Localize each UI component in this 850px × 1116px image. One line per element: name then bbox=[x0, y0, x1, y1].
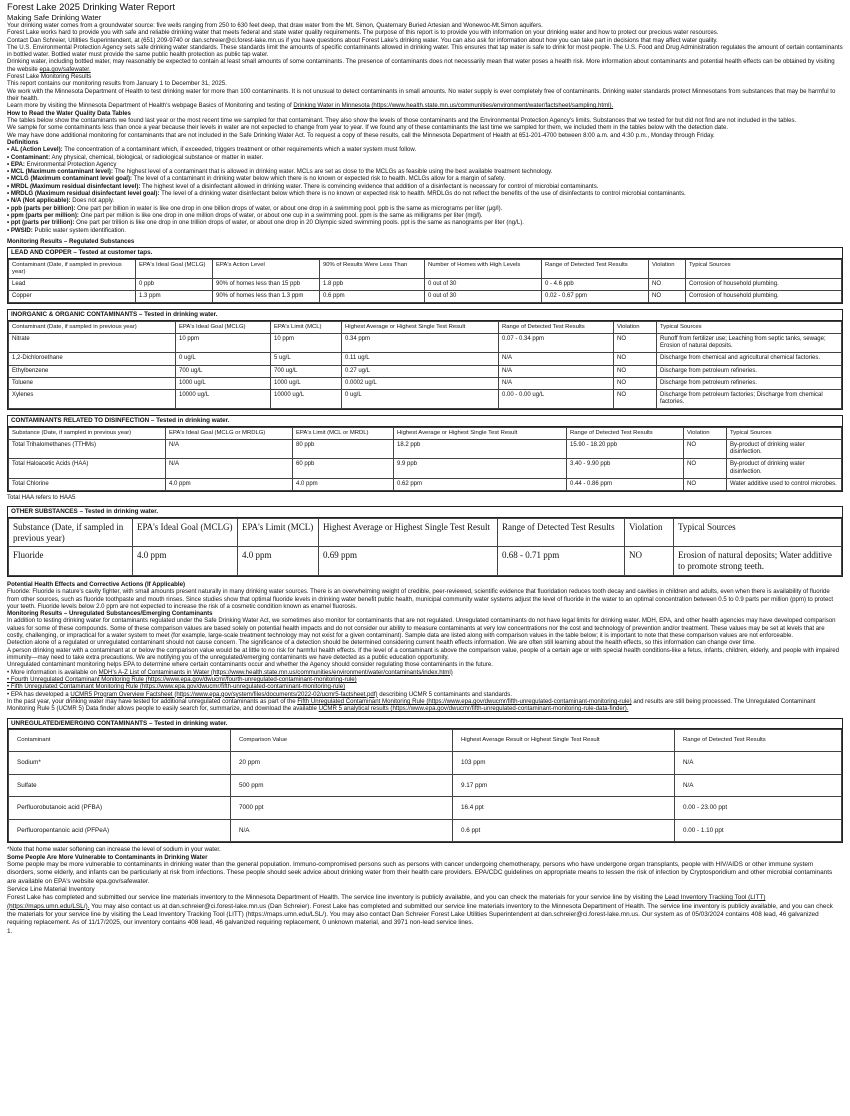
table-cell: 0 - 4.6 ppb bbox=[542, 279, 649, 291]
definition-item bbox=[7, 227, 843, 234]
definition-item bbox=[7, 212, 843, 219]
resource-bullet bbox=[7, 683, 843, 690]
unregulated-paragraph bbox=[7, 698, 843, 713]
table-cell: NO bbox=[614, 377, 657, 389]
haa-note: Total HAA refers to HAA5 bbox=[7, 493, 76, 501]
definition-text: One part per million is like one drop in one million drops of water, or about one cup in a swimming pool. ppm is the same as milligrams per liter (mg/l). bbox=[78, 212, 483, 220]
table-header-row bbox=[9, 259, 842, 278]
table-cell: 0.44 - 0.86 ppm bbox=[567, 478, 684, 490]
table-cell: 1,2-Dichloroethane bbox=[9, 353, 176, 365]
unregulated-heading: Monitoring Results – Unregulated Substances/Emerging Contaminants bbox=[7, 610, 213, 618]
table-cell: N/A bbox=[675, 774, 842, 797]
table-cell: 15.90 - 18.20 ppb bbox=[567, 439, 684, 458]
definition-text: The level of a contaminant in drinking water below which there is no known or expected risk to health. MCLGs allow for a margin of safety. bbox=[132, 175, 506, 183]
table-cell: 7000 ppt bbox=[231, 797, 453, 820]
table-cell: NO bbox=[625, 547, 674, 576]
health-heading: Potential Health Effects and Corrective Actions (If Applicable) bbox=[7, 580, 185, 588]
column-header: EPA's Limit (MCL) bbox=[271, 321, 342, 333]
table-cell: Total Chlorine bbox=[9, 478, 166, 490]
ucmr4-link[interactable]: • Fourth Unregulated Contaminant Monitoring Rule (https://www.epa.gov/dwucmr/fourth-unregulated-contaminant-monitoring-rule) bbox=[7, 675, 357, 683]
column-header: EPA's Limit (MCL) bbox=[238, 518, 319, 547]
health-paragraph: Fluoride: Fluoride is nature's cavity fighter, with small amounts present naturally in many drinking water sources. There is an overwhelming weight of credible, peer-reviewed, scientific evidence that fluoridation reduces tooth decay and cavities in children and adults, even when there is availability of fluoride from other sources, such as fluoride toothpaste and mouth rinses. Since studies show that optimal fluoride levels in drinking water benefit public health, municipal community water systems adjust the level of fluoride in the water to an optimal concentration between 0.5 to 0.9 parts per million (ppm) to protect your teeth. Fluoride levels below 2.0 ppm are not expected to increase the risk of a cosmetic condition known as enamel fluorosis. bbox=[7, 588, 834, 610]
table-cell: 500 ppm bbox=[231, 774, 453, 797]
table-cell: Xylenes bbox=[9, 389, 176, 408]
table-cell: By-product of drinking water disinfection. bbox=[727, 459, 842, 478]
definition-item bbox=[7, 197, 843, 204]
definition-term: • ppt (parts per trillion): bbox=[7, 219, 75, 227]
definition-text: The level of a drinking water disinfectant below which there is no known or expected risk to health. MRDLGs do not reflect the benefits of the use of disinfectants to control microbial contaminants. bbox=[159, 190, 686, 198]
monitoring-paragraph bbox=[7, 102, 843, 109]
monitoring-heading: Forest Lake Monitoring Results bbox=[7, 73, 92, 81]
table-cell: Discharge from petroleum factories; Discharge from chemical factories. bbox=[657, 389, 842, 408]
column-header: Typical Sources bbox=[727, 427, 842, 439]
column-header: EPA's Action Level bbox=[213, 259, 320, 278]
table-caption: CONTAMINANTS RELATED TO DISINFECTION – Tested in drinking water. bbox=[8, 416, 842, 427]
table-cell: 10 ppm bbox=[271, 334, 342, 353]
table-row bbox=[9, 774, 842, 797]
table-row bbox=[9, 547, 842, 576]
resource-bullet bbox=[7, 691, 843, 698]
column-header: Range of Detected Test Results bbox=[675, 730, 842, 752]
table-row bbox=[9, 389, 842, 408]
page-subtitle: Making Safe Drinking Water bbox=[7, 12, 102, 22]
table-cell: 0.69 ppm bbox=[319, 547, 498, 576]
table-cell: NO bbox=[614, 365, 657, 377]
inventory-paragraph bbox=[7, 894, 843, 927]
table-row bbox=[9, 334, 842, 353]
definition-term: • AL (Action Level): bbox=[7, 146, 63, 154]
emerging-contaminants-table bbox=[7, 718, 843, 844]
table-header-row bbox=[9, 518, 842, 547]
table-cell: N/A bbox=[675, 752, 842, 775]
definition-item bbox=[7, 205, 843, 212]
table-caption: INORGANIC & ORGANIC CONTAMINANTS – Tested in drinking water. bbox=[8, 310, 842, 321]
table-header-row bbox=[9, 730, 842, 752]
definition-item bbox=[7, 154, 843, 161]
table-cell: 0 ug/L bbox=[342, 389, 499, 408]
table-cell: Total Trihalomethanes (TTHMs) bbox=[9, 439, 166, 458]
litt-link[interactable]: Lead Inventory Tracking Tool (LITT) (https://maps.umn.edu/LSL/). bbox=[7, 894, 766, 910]
column-header: Highest Average Result or Highest Single Test Result bbox=[453, 730, 675, 752]
table-cell: 0.6 ppt bbox=[453, 819, 675, 842]
column-header: Highest Average or Highest Single Test Result bbox=[319, 518, 498, 547]
report-page bbox=[7, 0, 843, 935]
table-cell: NO bbox=[614, 334, 657, 353]
inorganic-organic-table bbox=[7, 309, 843, 410]
table-cell: 700 ug/L bbox=[271, 365, 342, 377]
table-cell: 0.0002 ug/L bbox=[342, 377, 499, 389]
bullet-text: • EPA has developed a bbox=[7, 690, 69, 698]
regulated-heading: Monitoring Results – Regulated Substances bbox=[7, 237, 135, 245]
intro-paragraph: Your drinking water comes from a groundwater source: five wells ranging from 250 to 630 feet deep, that draw water from the Mt. Simon, Quaternary Buried Artesian and Wonewoc-Mt.Simon aquifers. bbox=[7, 21, 543, 29]
table-cell: N/A bbox=[499, 353, 614, 365]
definition-term: • EPA: bbox=[7, 160, 25, 168]
definition-text: One part per trillion is like one drop in one trillion drops of water, or about one drop in 20 Olympic sized swimming pools. ppt is the same as nanograms per liter (ng/L). bbox=[74, 219, 524, 227]
table-cell: 0 out of 30 bbox=[425, 279, 542, 291]
table-cell: 1000 ug/L bbox=[271, 377, 342, 389]
unregulated-paragraph: In addition to testing drinking water for contaminants regulated under the Safe Drinking Water Act, we sometimes also monitor for contaminants that are not regulated. Unregulated contaminants do not have legal limits for drinking water. MDH, EPA, and other health agencies may have developed comparison values for some of these compounds. Some of these comparison values are based solely on potential health impacts and do not consider our ability to measure contaminants at very low concentrations nor the cost and technology of prevention and/or treatment. These values may be set at levels that are costly, challenging, or impractical for a water system to meet (for example, large-scale treatment technology may not exist for a given contaminant). Sample data are listed along with comparison values in the table below; it is important to note that these comparison values are not enforceable. bbox=[7, 617, 836, 640]
column-header: Range of Detected Test Results bbox=[498, 518, 625, 547]
table-cell: 4.0 ppm bbox=[166, 478, 293, 490]
definition-text: The highest level of a contaminant that is allowed in drinking water. MCLs are set as close to the MCLGs as feasible using the best available treatment technology. bbox=[112, 168, 553, 176]
intro-paragraph: Contact Dan Schreier, Utilities Superintendent, at (651) 209-9740 or dan.schreier@ci.forest-lake.mn.us if you have questions about Forest Lake's drinking water. You can also ask for information about how you can take part in decisions that may affect water quality. bbox=[7, 36, 718, 44]
table-cell: 0.62 ppm bbox=[394, 478, 567, 490]
paragraph-text: You may also contact us at dan.schreier@ci.forest-lake.mn.us (Dan Schreier). Forest Lake has completed and submitted our service line materials inventory to the Minnesota Department of Health. The service line inventory is publicly available, and you can check the materials for your service line by visiting the Lead Inventory Tracking Tool (LITT) (https://maps.umn.edu/LSL/). You may also contact Dan Schreier Forest Lake Utilities Superintendent at dan.schreier@ci.forest-lake.mn.us. Our system as of 05/03/2024 contains 408 lead, 46 galvanized requiring replacement. As of 11/17/2025, our inventory contains 408 lead, 46 galvanized requiring replacement, 0 unknown material, and 3971 non-lead service lines. bbox=[7, 902, 833, 927]
definition-text: Environmental Protection Agency bbox=[24, 160, 117, 168]
column-header: Violation bbox=[684, 427, 727, 439]
intro-paragraph: Forest Lake works hard to provide you with safe and reliable drinking water that meets federal and state water quality requirements. The purpose of this report is to provide you with information on your drinking water and how to protect our precious water resources. bbox=[7, 29, 719, 37]
monitoring-paragraph: This report contains our monitoring results from January 1 to December 31, 2025. bbox=[7, 80, 227, 88]
table-row bbox=[9, 279, 842, 291]
page-title: Forest Lake 2025 Drinking Water Report bbox=[7, 1, 175, 12]
table-header-row bbox=[9, 427, 842, 439]
table-row bbox=[9, 478, 842, 490]
table-cell: NO bbox=[684, 459, 727, 478]
table-cell: 0.34 ppm bbox=[342, 334, 499, 353]
table-cell: Lead bbox=[9, 279, 136, 291]
definition-term: • N/A (Not applicable): bbox=[7, 197, 71, 205]
table-cell: 0 ppb bbox=[136, 279, 213, 291]
table-cell: 0.00 - 0.00 ug/L bbox=[499, 389, 614, 408]
definition-term: • MCL (Maximum contaminant level): bbox=[7, 168, 113, 176]
table-cell: 0.68 - 0.71 ppm bbox=[498, 547, 625, 576]
unregulated-paragraph: Unregulated contaminant monitoring helps EPA to determine where certain contaminants occur and whether the Agency should consider regulating those contaminants in the future. bbox=[7, 661, 493, 669]
ucmr5-data-finder-link[interactable]: UCMR 5 analytical results (https://www.epa.gov/dwucmr/fifth-unregulated-contaminant-monitoring-rule-data-finder). bbox=[318, 705, 629, 713]
table-cell: 10 ppm bbox=[176, 334, 271, 353]
column-header: Range of Detected Test Results bbox=[499, 321, 614, 333]
vulnerable-paragraph: Some people may be more vulnerable to contaminants in drinking water than the general population. Immuno-compromised persons such as persons with cancer undergoing chemotherapy, persons who have undergone organ transplants, people with HIV/AIDS or other immune system disorders, some elderly, and infants can be particularly at risk from infections. These people should seek advice about drinking water from their health care providers. EPA/CDC guidelines on appropriate means to lessen the risk of infection by Cryptosporidium and other microbial contaminants are available on EPA's website epa.gov/safewater. bbox=[7, 860, 833, 885]
definition-term: • ppb (parts per billion): bbox=[7, 204, 76, 212]
table-row bbox=[9, 365, 842, 377]
table-cell: N/A bbox=[499, 365, 614, 377]
definition-text: The concentration of a contaminant which, if exceeded, triggers treatment or other requirements which a water system must follow. bbox=[62, 146, 417, 154]
definition-term: • MCLG (Maximum contaminant level goal): bbox=[7, 175, 133, 183]
table-row bbox=[9, 752, 842, 775]
bullet-text: • More information is available on bbox=[7, 668, 97, 676]
table-cell: Perfluoropentanoic acid (PFPeA) bbox=[9, 819, 231, 842]
column-header: Substance (Date, if sampled in previous year) bbox=[9, 427, 166, 439]
mdh-contaminants-link[interactable]: MDH's A-Z List of Contaminants in Water (https://www.health.state.mn.us/communities/environment/water/contaminants/index.html) bbox=[98, 668, 453, 676]
inventory-heading: Service Line Material Inventory bbox=[7, 885, 95, 893]
table-cell: Toluene bbox=[9, 377, 176, 389]
definition-item bbox=[7, 183, 843, 190]
table-cell: 18.2 ppb bbox=[394, 439, 567, 458]
unregulated-paragraph: A person drinking water with a contaminant at or below the comparison value would be at little to no risk for harmful health effects. If the level of a contaminant is above the comparison value, people of a certain age or with special health conditions-like a fetus, infants, children, elderly, and people with impaired immunity—may need to take extra precautions. We are notifying you of the unregulated/emerging contaminants we have detected as a public education opportunity. bbox=[7, 646, 840, 662]
table-cell: Sulfate bbox=[9, 774, 231, 797]
table-cell: 4.0 ppm bbox=[238, 547, 319, 576]
paragraph-text: Forest Lake has completed and submitted our service line materials inventory to the Minnesota Department of Health. The service line inventory is publicly available, and you can check the materials for your service line by visiting the bbox=[7, 894, 663, 902]
table-cell: 9.9 ppb bbox=[394, 459, 567, 478]
ucmr5-factsheet-link[interactable]: UCMR5 Program Overview Factsheet (https://www.epa.gov/system/files/documents/2022-02/ucmr5-factsheet.pdf) bbox=[70, 690, 378, 698]
column-header: EPA's Ideal Goal (MCLG or MRDLG) bbox=[166, 427, 293, 439]
sodium-note: *Note that home water softening can increase the level of sodium in your water. bbox=[7, 846, 221, 854]
column-header: Violation bbox=[649, 259, 686, 278]
howto-paragraph: The tables below show the contaminants we found last year or the most recent time we sampled for that contaminant. They also show the levels of those contaminants and the Environmental Protection Agency's limits. Substances that we tested for but did not find are not included in the tables. bbox=[7, 116, 797, 124]
howto-paragraph: We may have done additional monitoring for contaminants that are not included in the Safe Drinking Water Act. To request a copy of these results, call the Minnesota Department of Health at 651-201-4700 between 8:00 a.m. and 4:30 p.m., Monday through Friday. bbox=[7, 131, 715, 139]
table-cell: NO bbox=[614, 353, 657, 365]
table-cell: By-product of drinking water disinfection. bbox=[727, 439, 842, 458]
column-header: Highest Average or Highest Single Test Result bbox=[342, 321, 499, 333]
howto-paragraph: We sample for some contaminants less than once a year because their levels in water are not expected to change from year to year. If we found any of these contaminants the last time we sampled for them, we included them in the tables below with the detection date. bbox=[7, 124, 729, 132]
table-row bbox=[9, 353, 842, 365]
table-cell: N/A bbox=[231, 819, 453, 842]
definition-text: Does not apply. bbox=[70, 197, 115, 205]
column-header: EPA's Ideal Goal (MCLG) bbox=[136, 259, 213, 278]
howto-heading: How to Read the Water Quality Data Tables bbox=[7, 109, 131, 117]
table-cell: Discharge from petroleum refineries. bbox=[657, 365, 842, 377]
intro-paragraph: The U.S. Environmental Protection Agency sets safe drinking water standards. These standards limit the amounts of specific contaminants allowed in drinking water. This ensures that tap water is safe to drink for most people. The U.S. Food and Drug Administration regulates the amount of certain contaminants in bottled water. Bottled water must provide the same public health protection as public tap water. bbox=[7, 43, 843, 59]
table-cell: N/A bbox=[166, 459, 293, 478]
definition-item bbox=[7, 168, 843, 175]
resource-bullet bbox=[7, 669, 843, 676]
definition-text: Any physical, chemical, biological, or radiological substance or matter in water. bbox=[50, 153, 264, 161]
table-header-row bbox=[9, 321, 842, 333]
ucmr5-link[interactable]: • Fifth Unregulated Contaminant Monitoring Rule (https://www.epa.gov/dwucmr/fifth-unregulated-contaminant-monitoring-rule) bbox=[7, 683, 346, 691]
table-cell: Water additive used to control microbes. bbox=[727, 478, 842, 490]
table-cell: NO bbox=[614, 389, 657, 408]
column-header: Typical Sources bbox=[674, 518, 842, 547]
column-header: Typical Sources bbox=[686, 259, 842, 278]
table-row bbox=[9, 797, 842, 820]
column-header: Comparison Value bbox=[231, 730, 453, 752]
table-cell: Fluoride bbox=[9, 547, 133, 576]
definition-text: The highest level of a disinfectant allowed in drinking water. There is convincing evidence that addition of a disinfectant is necessary for control of microbial contaminants. bbox=[140, 182, 599, 190]
column-header: EPA's Ideal Goal (MCLG) bbox=[176, 321, 271, 333]
column-header: Highest Average or Highest Single Test Result bbox=[394, 427, 567, 439]
table-cell: 0.11 ug/L bbox=[342, 353, 499, 365]
table-cell: 4.0 ppm bbox=[133, 547, 238, 576]
table-cell: 10000 ug/L bbox=[176, 389, 271, 408]
table-cell: Corrosion of household plumbing. bbox=[686, 279, 842, 291]
definition-item bbox=[7, 190, 843, 197]
unregulated-paragraph: Detection alone of a regulated or unregulated contaminant should not cause concern. The significance of a detection should be determined considering current health effects information. We are often still learning about the health effects, so this information can change over time. bbox=[7, 639, 756, 647]
definition-text: Public water system identification. bbox=[32, 226, 126, 234]
epa-safewater-link[interactable]: epa.gov/safewater. bbox=[39, 65, 91, 73]
definition-item bbox=[7, 146, 843, 153]
definition-term: • MRDL (Maximum residual disinfectant level): bbox=[7, 182, 141, 190]
table-row bbox=[9, 439, 842, 458]
table-cell: NO bbox=[649, 279, 686, 291]
table-row bbox=[9, 377, 842, 389]
column-header: Number of Homes with High Levels bbox=[425, 259, 542, 278]
table-cell: 1.8 ppb bbox=[320, 279, 425, 291]
table-cell: 1000 ug/L bbox=[176, 377, 271, 389]
column-header: Violation bbox=[614, 321, 657, 333]
definition-term: • Contaminant: bbox=[7, 153, 51, 161]
column-header: Contaminant bbox=[9, 730, 231, 752]
table-cell: 60 ppb bbox=[293, 459, 394, 478]
table-cell: 20 ppm bbox=[231, 752, 453, 775]
column-header: Range of Detected Test Results bbox=[542, 259, 649, 278]
table-cell: 10000 ug/L bbox=[271, 389, 342, 408]
table-cell: N/A bbox=[499, 377, 614, 389]
table-cell: 700 ug/L bbox=[176, 365, 271, 377]
definitions-list bbox=[7, 146, 843, 234]
column-header: Contaminant (Date, if sampled in previous year) bbox=[9, 259, 136, 278]
column-header: 90% of Results Were Less Than bbox=[320, 259, 425, 278]
table-cell: 0.00 - 1.10 ppt bbox=[675, 819, 842, 842]
table-cell: 0 out of 30 bbox=[425, 291, 542, 303]
table-cell: Erosion of natural deposits; Water additive to promote strong teeth. bbox=[674, 547, 842, 576]
table-cell: 0.07 - 0.34 ppm bbox=[499, 334, 614, 353]
definition-item bbox=[7, 161, 843, 168]
table-cell: 16.4 ppt bbox=[453, 797, 675, 820]
table-cell: Discharge from chemical and agricultural chemical factories. bbox=[657, 353, 842, 365]
column-header: Violation bbox=[625, 518, 674, 547]
table-row bbox=[9, 291, 842, 303]
column-header: Contaminant (Date, if sampled in previous year) bbox=[9, 321, 176, 333]
definition-text: One part per billion in water is like one drop in one billion drops of water, or about one drop in a swimming pool. ppb is the same as micrograms per liter (μg/l). bbox=[75, 204, 503, 212]
table-cell: Total Haloacetic Acids (HAA) bbox=[9, 459, 166, 478]
table-cell: Runoff from fertilizer use; Leaching from septic tanks, sewage; Erosion of natural deposits. bbox=[657, 334, 842, 353]
column-header: EPA's Limit (MCL or MRDL) bbox=[293, 427, 394, 439]
table-caption: UNREGULATED/EMERGING CONTAMINANTS – Tested in drinking water. bbox=[8, 719, 842, 730]
table-cell: Corrosion of household plumbing. bbox=[686, 291, 842, 303]
table-cell: 90% of homes less than 1.3 ppm bbox=[213, 291, 320, 303]
table-cell: Copper bbox=[9, 291, 136, 303]
table-cell: 90% of homes less than 15 ppb bbox=[213, 279, 320, 291]
definition-term: • PWSID: bbox=[7, 226, 33, 234]
table-cell: 0.02 - 0.67 ppm bbox=[542, 291, 649, 303]
table-cell: 103 ppm bbox=[453, 752, 675, 775]
table-cell: Nitrate bbox=[9, 334, 176, 353]
vulnerable-heading: Some People Are More Vulnerable to Contaminants in Drinking Water bbox=[7, 853, 208, 861]
table-cell: 5 ug/L bbox=[271, 353, 342, 365]
table-row bbox=[9, 819, 842, 842]
table-cell: 9.17 ppm bbox=[453, 774, 675, 797]
table-cell: N/A bbox=[166, 439, 293, 458]
ucmr5-rule-link[interactable]: Fifth Unregulated Contaminant Monitoring Rule (https://www.epa.gov/dwucmr/fifth-unregulated-contaminant-monitoring-rule) bbox=[297, 697, 632, 705]
table-cell: 0.6 ppm bbox=[320, 291, 425, 303]
resource-bullet bbox=[7, 676, 843, 683]
table-cell: NO bbox=[649, 291, 686, 303]
table-caption: OTHER SUBSTANCES – Tested in drinking water. bbox=[8, 507, 842, 518]
intro-text: Drinking water, including bottled water, may reasonably be expected to contain at least small amounts of some contaminants. The presence of contaminants does not necessarily mean that water poses a health risk. More information about contaminants and potential health effects can be obtained by visiting the website bbox=[7, 58, 835, 73]
table-cell: 0.00 - 23.00 ppt bbox=[675, 797, 842, 820]
table-cell: 0.27 ug/L bbox=[342, 365, 499, 377]
bullet-text: describing UCMR 5 contaminants and standards. bbox=[377, 690, 513, 698]
table-cell: Discharge from petroleum refineries. bbox=[657, 377, 842, 389]
table-cell: Sodium* bbox=[9, 752, 231, 775]
intro-paragraph bbox=[7, 58, 843, 73]
table-cell: 4.0 ppm bbox=[293, 478, 394, 490]
disinfection-table bbox=[7, 415, 843, 492]
mdh-sampling-link[interactable]: Drinking Water in Minnesota (https://www.health.state.mn.us/communities/environment/water/factsheet/sampling.html). bbox=[293, 102, 614, 110]
paragraph-text: and results are still being processed. The Unregulated Contaminant Monitoring Rule 5 (UCMR 5) Data finder allows people to easily search for, summarize, and download the available bbox=[7, 697, 816, 713]
table-cell: NO bbox=[684, 478, 727, 490]
definition-term: • ppm (parts per million): bbox=[7, 212, 79, 220]
column-header: EPA's Ideal Goal (MCLG) bbox=[133, 518, 238, 547]
table-caption: LEAD AND COPPER – Tested at customer taps. bbox=[8, 248, 842, 259]
column-header: Substance (Date, if sampled in previous year) bbox=[9, 518, 133, 547]
paragraph-text: In the past year, your drinking water may have tested for additional unregulated contaminants as part of the bbox=[7, 697, 296, 705]
table-cell: 1.3 ppm bbox=[136, 291, 213, 303]
definition-item bbox=[7, 175, 843, 182]
lead-copper-table bbox=[7, 247, 843, 304]
table-cell: Perfluorobutanoic acid (PFBA) bbox=[9, 797, 231, 820]
table-cell: 3.40 - 9.90 ppb bbox=[567, 459, 684, 478]
table-row bbox=[9, 459, 842, 478]
table-cell: 80 ppb bbox=[293, 439, 394, 458]
definition-item bbox=[7, 219, 843, 226]
table-cell: NO bbox=[684, 439, 727, 458]
page-number: 1. bbox=[7, 927, 13, 935]
monitoring-paragraph: We work with the Minnesota Department of Health to test drinking water for more than 100 contaminants. It is not unusual to detect contaminants in small amounts. No water supply is ever completely free of contaminants. Drinking water standards protect Minnesotans from substances that may be harmful to their health. bbox=[7, 87, 836, 103]
table-cell: 0 ug/L bbox=[176, 353, 271, 365]
definition-term: • MRDLG (Maximum residual disinfectant level goal): bbox=[7, 190, 160, 198]
definitions-heading: Definitions bbox=[7, 138, 39, 146]
other-substances-table bbox=[7, 506, 843, 577]
table-cell: Ethylbenzene bbox=[9, 365, 176, 377]
column-header: Range of Detected Test Results bbox=[567, 427, 684, 439]
monitoring-text: Learn more by visiting the Minnesota Department of Health's webpage Basics of Monitoring and testing of bbox=[7, 102, 292, 110]
column-header: Typical Sources bbox=[657, 321, 842, 333]
